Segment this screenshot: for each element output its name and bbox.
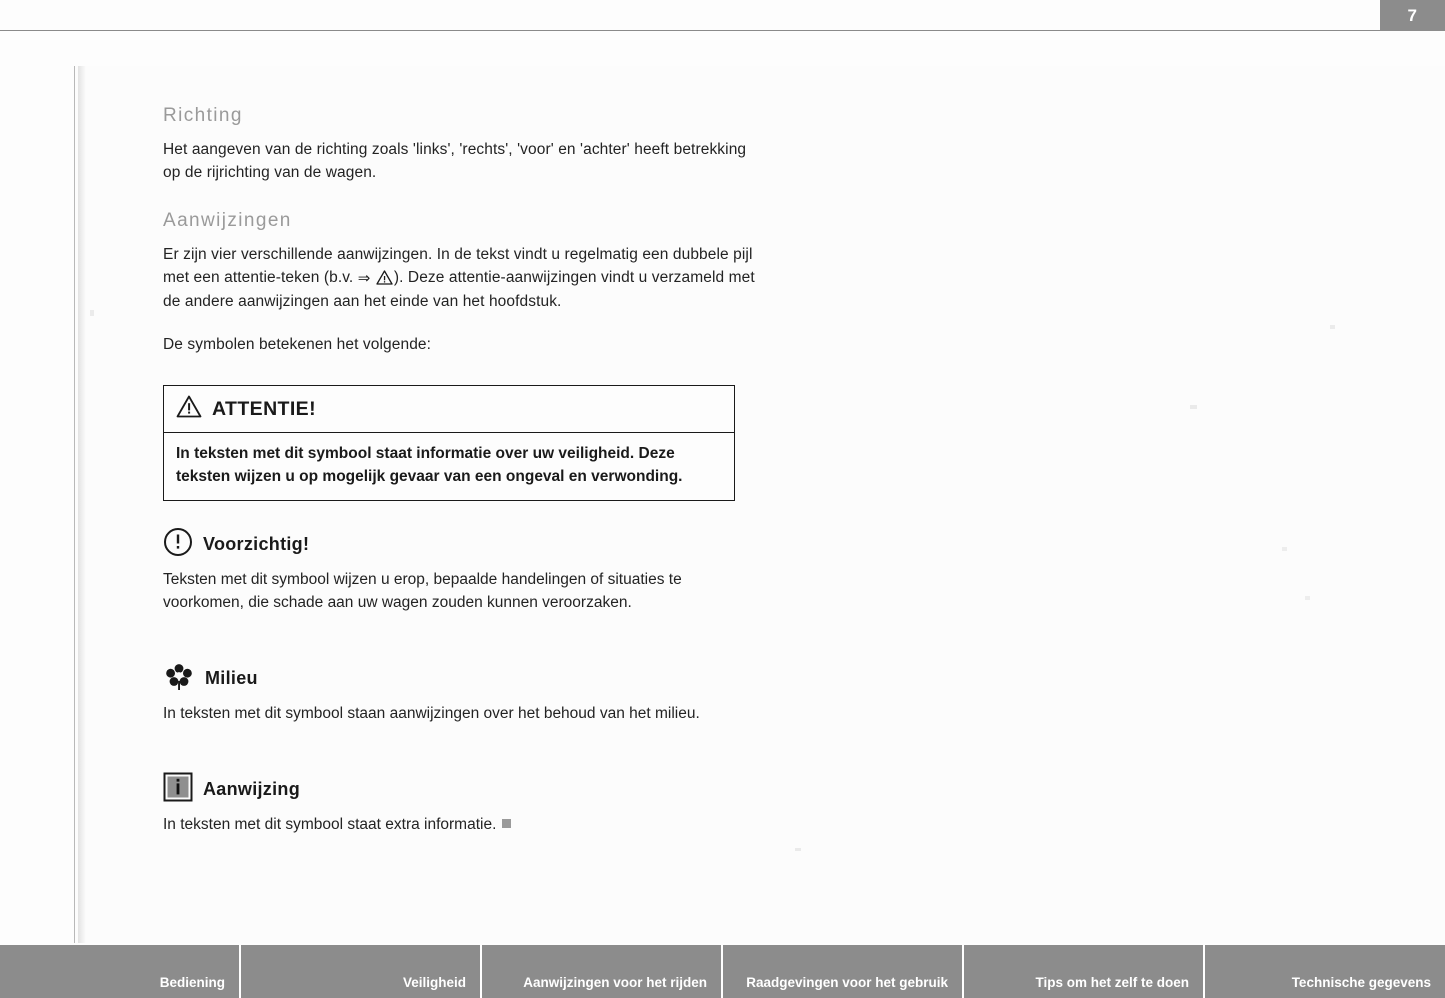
chapter-tab-bediening[interactable]: Bediening	[0, 945, 241, 998]
symbol-header-voorzichtig	[163, 527, 743, 562]
inline-icon-group	[358, 269, 394, 286]
paragraph-aanwijzingen-intro	[163, 243, 763, 313]
end-of-section-marker-icon	[502, 819, 511, 828]
chapter-tab-veiligheid[interactable]: Veiligheid	[241, 945, 482, 998]
symbol-text-aanwijzing-value: In teksten met dit symbool staat extra informatie.	[163, 816, 497, 833]
paragraph-aanwijzingen-part1: Er zijn vier verschillende aanwijzingen. In de tekst vindt u regelmatig een dubbele pijl met een attentie-teken (b.v.	[163, 246, 753, 286]
attentie-title: ATTENTIE!	[212, 397, 316, 420]
symbol-text-aanwijzing	[163, 813, 743, 836]
paragraph-symbolen-intro: De symbolen betekenen het volgende:	[163, 336, 432, 353]
warning-triangle-icon	[176, 395, 202, 423]
attentie-callout-box	[163, 385, 735, 501]
exclamation-circle-icon	[163, 527, 193, 562]
symbol-text-voorzichtig: Teksten met dit symbool wijzen u erop, bepaalde handelingen of situaties te voorkomen, die schade aan uw wagen zouden kunnen veroorzaken.	[163, 571, 682, 611]
flower-environment-icon	[163, 661, 195, 696]
symbol-header-aanwijzing	[163, 772, 743, 807]
warning-triangle-icon	[376, 269, 393, 284]
header-rule	[0, 30, 1445, 31]
symbol-label-voorzichtig: Voorzichtig!	[203, 534, 310, 554]
paragraph-aanwijzingen-part2: ). Deze attentie-aanwijzingen vindt u verzameld met de andere aanwijzingen aan het einde van het hoofdstuk.	[163, 269, 755, 310]
chapter-tab-tips-zelf-doen[interactable]: Tips om het zelf te doen	[964, 945, 1205, 998]
symbol-block-aanwijzing	[163, 772, 743, 836]
symbol-text-milieu: In teksten met dit symbool staan aanwijzingen over het behoud van het milieu.	[163, 705, 700, 722]
double-arrow-icon: ⇒	[357, 270, 371, 287]
attentie-body-text: In teksten met dit symbool staat informatie over uw veiligheid. Deze teksten wijzen u op mogelijk gevaar van een ongeval en verwonding.	[176, 445, 683, 485]
chapter-tab-aanwijzingen-rijden[interactable]: Aanwijzingen voor het rijden	[482, 945, 723, 998]
information-i-icon	[163, 772, 193, 807]
symbol-header-milieu	[163, 661, 743, 696]
symbol-block-voorzichtig	[163, 527, 743, 614]
text-column	[163, 105, 763, 356]
chapter-tab-bar	[0, 945, 1445, 998]
paragraph-richting: Het aangeven van de richting zoals 'links', 'rechts', 'voor' en 'achter' heeft betrekking op de rijrichting van de wagen.	[163, 141, 747, 181]
symbol-label-milieu: Milieu	[205, 668, 258, 688]
chapter-tab-technische-gegevens[interactable]: Technische gegevens	[1205, 945, 1445, 998]
section-heading-richting: Richting	[163, 105, 243, 126]
section-heading-aanwijzingen: Aanwijzingen	[163, 210, 292, 231]
symbol-label-aanwijzing: Aanwijzing	[203, 779, 300, 799]
symbol-block-milieu	[163, 661, 743, 725]
page-number-tab	[1380, 0, 1445, 31]
attentie-header	[164, 386, 734, 433]
chapter-tab-raadgevingen-gebruik[interactable]: Raadgevingen voor het gebruik	[723, 945, 964, 998]
page-number: 7	[1407, 5, 1418, 25]
